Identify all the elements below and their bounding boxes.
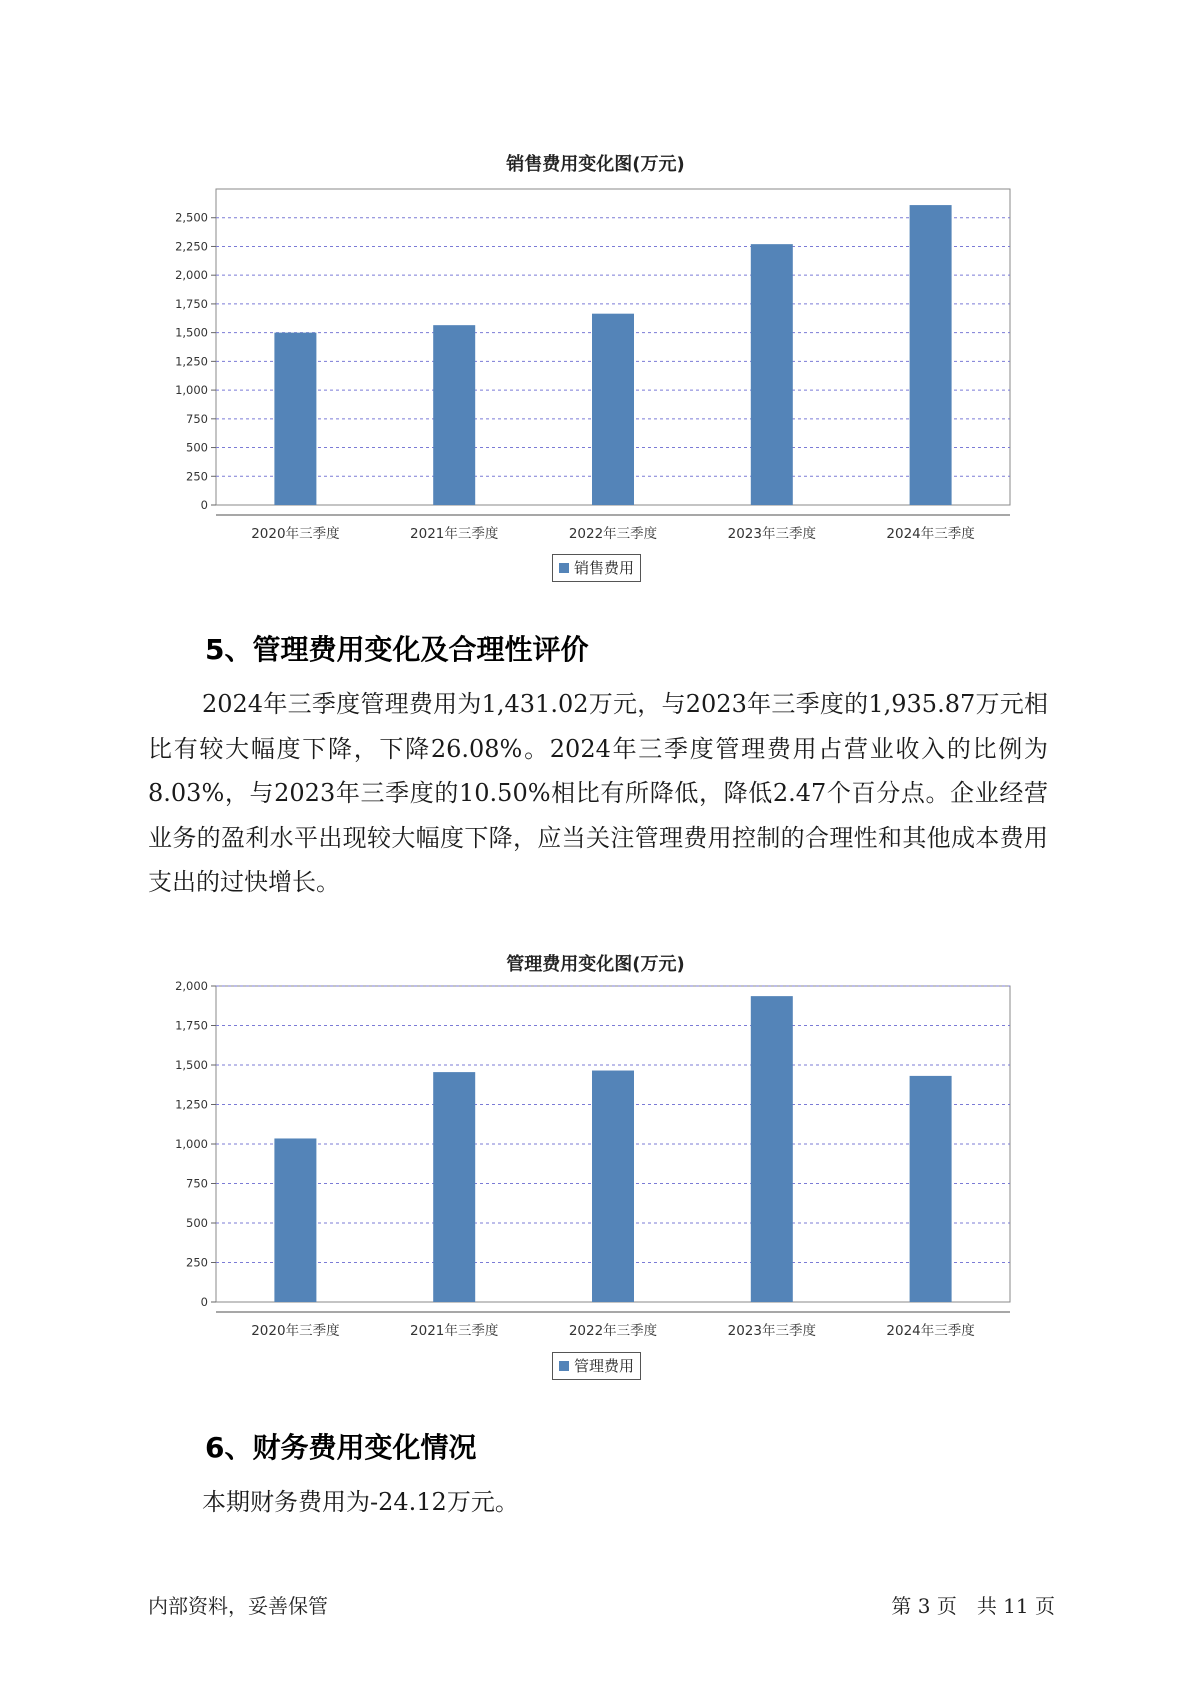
chart-title: 管理费用变化图(万元) — [506, 954, 685, 975]
x-tick-label: 2023年三季度 — [727, 526, 816, 542]
y-tick-label: 1,000 — [175, 1137, 208, 1151]
x-tick-label: 2024年三季度 — [886, 1323, 975, 1339]
y-tick-label: 0 — [200, 1295, 208, 1309]
y-tick-label: 1,500 — [175, 1058, 208, 1072]
x-tick-label: 2021年三季度 — [410, 526, 499, 542]
y-tick-label: 2,250 — [175, 239, 208, 254]
bar — [274, 1138, 316, 1302]
y-tick-label: 500 — [186, 1216, 208, 1230]
y-tick-label: 2,000 — [175, 979, 208, 993]
y-tick-label: 0 — [200, 498, 208, 512]
bar — [751, 996, 793, 1302]
bar — [910, 1076, 952, 1302]
y-tick-label: 250 — [186, 469, 208, 484]
section-6-heading: 6、财务费用变化情况 — [205, 1431, 477, 1464]
chart-legend — [552, 1352, 641, 1380]
legend-label: 管理费用 — [574, 1357, 635, 1375]
section-5-paragraph: 2024年三季度管理费用为1,431.02万元，与2023年三季度的1,935.87万元相比有较大幅度下降，下降26.08%。2024年三季度管理费用占营业收入的比例为8.03%，与2023年三季度的10.50%相比有所降低，降低2.47个百分点。企业经营业务的盈利水平出现较大幅度下降，应当关注管理费用控制的合理性和其他成本费用支出的过快增长。 — [148, 690, 1048, 896]
y-tick-label: 1,750 — [175, 1018, 208, 1033]
x-tick-label: 2020年三季度 — [251, 1323, 340, 1339]
bar — [433, 1072, 475, 1302]
x-tick-label: 2024年三季度 — [886, 526, 975, 542]
y-tick-label: 500 — [186, 440, 208, 455]
bar — [592, 1071, 634, 1302]
y-tick-label: 1,000 — [175, 383, 208, 398]
footer-left: 内部资料，妥善保管 — [148, 1594, 328, 1618]
chart-title: 销售费用变化图(万元) — [506, 154, 685, 175]
x-tick-label: 2021年三季度 — [410, 1323, 499, 1339]
x-tick-label: 2022年三季度 — [568, 1323, 658, 1339]
y-tick-label: 1,250 — [175, 354, 208, 369]
y-tick-label: 2,500 — [175, 210, 208, 225]
y-tick-label: 1,250 — [175, 1097, 208, 1112]
y-tick-label: 750 — [186, 1176, 208, 1191]
y-tick-label: 2,000 — [175, 268, 208, 283]
y-tick-label: 250 — [186, 1255, 208, 1270]
legend-swatch — [559, 1361, 569, 1371]
x-tick-label: 2022年三季度 — [568, 526, 658, 542]
section-5-heading: 5、管理费用变化及合理性评价 — [205, 633, 589, 666]
footer-page-number: 第 3 页 共 11 页 — [891, 1594, 1055, 1618]
x-tick-label: 2023年三季度 — [727, 1323, 816, 1339]
section-6-paragraph: 本期财务费用为-24.12万元。 — [202, 1488, 519, 1516]
y-tick-label: 1,750 — [175, 296, 208, 311]
y-tick-label: 1,500 — [175, 325, 208, 340]
legend-label: 销售费用 — [574, 559, 635, 577]
y-tick-label: 750 — [186, 411, 208, 426]
x-tick-label: 2020年三季度 — [251, 526, 340, 542]
